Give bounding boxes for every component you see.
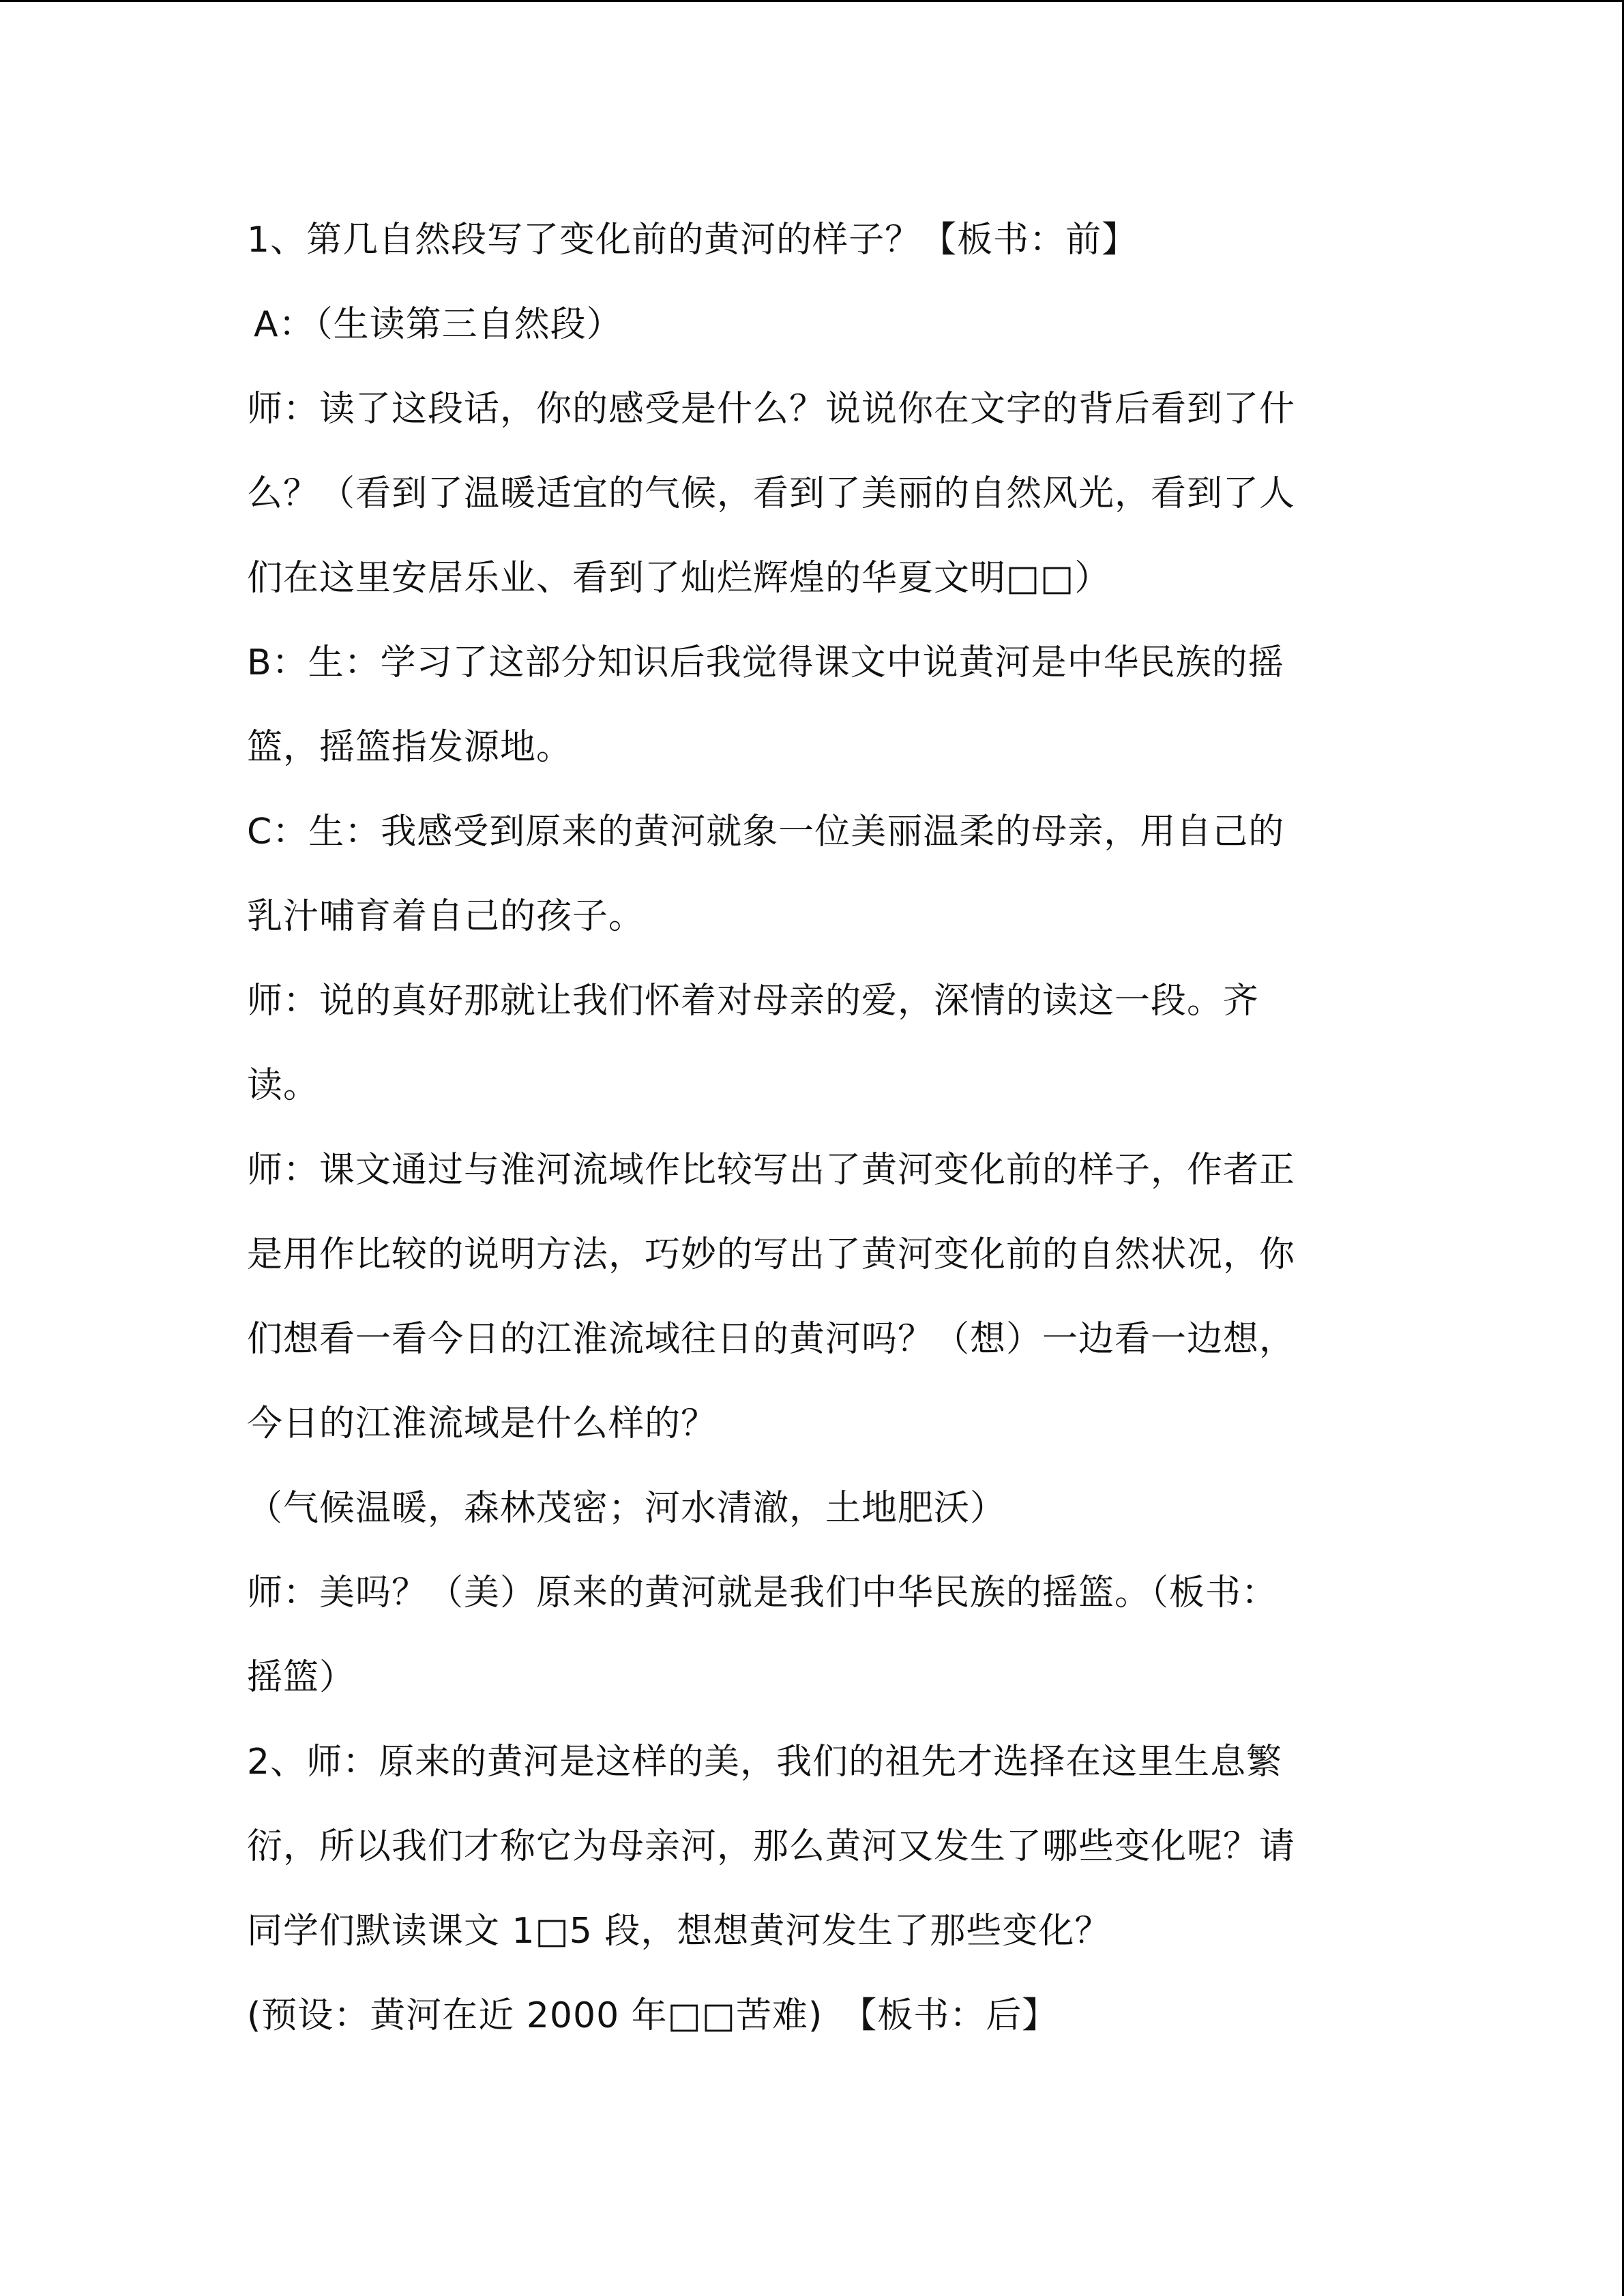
- teacher-cradle-line-2: 摇篮）: [247, 1657, 356, 1698]
- teacher-compare-line-3: 们想看一看今日的江淮流域往日的黄河吗？（想）一边看一边想，: [247, 1319, 1296, 1360]
- teacher-line-2: 么？（看到了温暖适宜的气候，看到了美丽的自然风光，看到了人: [247, 473, 1296, 514]
- teacher-line-1: 师：读了这段话，你的感受是什么？说说你在文字的背后看到了什: [247, 389, 1296, 430]
- teacher-praise-line-2: 读。: [247, 1065, 320, 1106]
- answer-a-line: A：（生读第三自然段）: [254, 304, 623, 345]
- teacher-cradle-line-1: 师：美吗？（美）原来的黄河就是我们中华民族的摇篮。（板书：: [247, 1572, 1278, 1613]
- answer-c-line-2: 乳汁哺育着自己的孩子。: [247, 896, 645, 937]
- answer-b-line-2: 篮，摇篮指发源地。: [247, 727, 573, 768]
- question-1-line: 1、第几自然段写了变化前的黄河的样子？【板书：前】: [247, 220, 1138, 260]
- preset-answer-line: (预设：黄河在近 2000 年□□苦难) 【板书：后】: [247, 1995, 1059, 2036]
- teacher-compare-line-1: 师：课文通过与淮河流域作比较写出了黄河变化前的样子，作者正: [247, 1150, 1296, 1191]
- question-2-line-3: 同学们默读课文 1□5 段，想想黄河发生了那些变化？: [247, 1911, 1111, 1952]
- teacher-line-3: 们在这里安居乐业、看到了灿烂辉煌的华夏文明□□）: [247, 558, 1111, 599]
- climate-answer-line: （气候温暖，森林茂密；河水清澈，土地肥沃）: [247, 1488, 1007, 1529]
- teacher-compare-line-4: 今日的江淮流域是什么样的？: [247, 1403, 718, 1444]
- question-2-line-2: 衍，所以我们才称它为母亲河，那么黄河又发生了哪些变化呢？请: [247, 1826, 1296, 1867]
- teacher-compare-line-2: 是用作比较的说明方法，巧妙的写出了黄河变化前的自然状况，你: [247, 1234, 1296, 1275]
- page-border-top: [0, 0, 1624, 2]
- answer-c-line-1: C：生：我感受到原来的黄河就象一位美丽温柔的母亲，用自己的: [247, 811, 1285, 852]
- answer-b-line-1: B：生：学习了这部分知识后我觉得课文中说黄河是中华民族的摇: [247, 642, 1284, 683]
- document-body: [247, 198, 1379, 2058]
- question-2-line-1: 2、师：原来的黄河是这样的美，我们的祖先才选择在这里生息繁: [247, 1742, 1283, 1783]
- teacher-praise-line-1: 师：说的真好那就让我们怀着对母亲的爱，深情的读这一段。齐: [247, 981, 1260, 1022]
